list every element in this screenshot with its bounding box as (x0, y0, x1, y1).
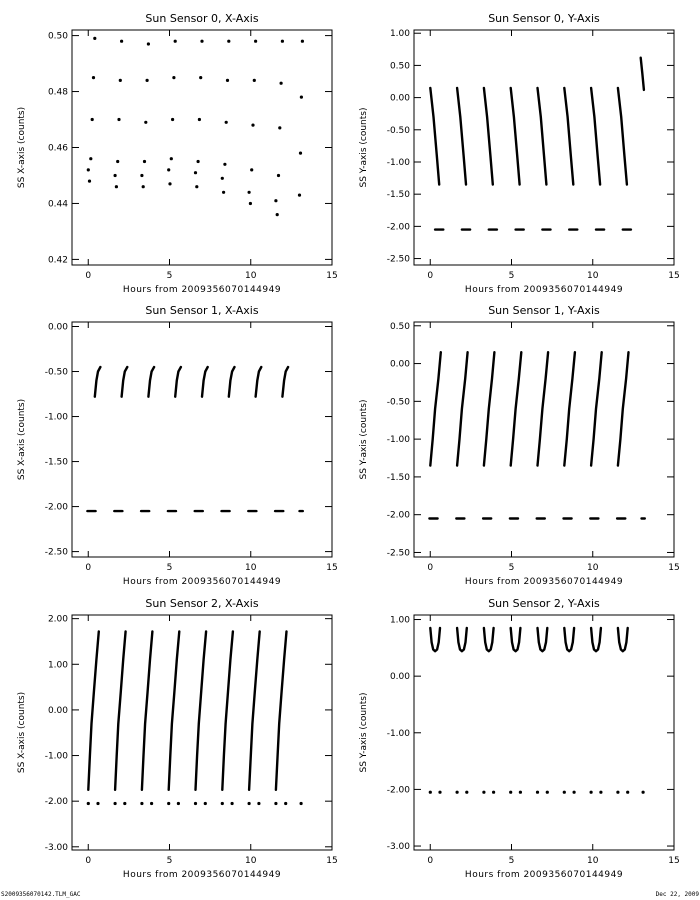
y-axis-label: SS X-axis (counts) (17, 691, 27, 774)
x-axis-label: Hours from 2009356070144949 (122, 285, 282, 295)
y-axis-label: SS Y-axis (counts) (359, 107, 369, 188)
y-tick-label: 1.00 (47, 660, 68, 671)
data-series-cycle-4 (167, 40, 177, 186)
data-point (222, 191, 225, 194)
data-point (299, 152, 302, 155)
y-tick-label: -2.00 (386, 222, 410, 233)
y-axis-label: SS X-axis (counts) (17, 106, 27, 189)
data-point (642, 791, 645, 794)
data-series-sweep-6 (564, 88, 573, 185)
x-axis-label: Hours from 2009356070144949 (464, 285, 624, 295)
x-tick-label: 5 (166, 856, 173, 866)
x-tick-label: 10 (587, 271, 599, 281)
data-series-sweep-4 (169, 631, 180, 789)
y-tick-label: 0.44 (47, 199, 68, 210)
data-series-sweep-1 (430, 88, 439, 185)
y-tick-label: -2.00 (386, 510, 410, 521)
y-tick-label: -2.50 (44, 547, 68, 558)
y-tick-label: -1.00 (44, 412, 68, 423)
data-point (177, 802, 180, 805)
y-tick-label: -3.00 (44, 842, 68, 853)
data-point (114, 174, 117, 177)
data-point (167, 168, 170, 171)
data-point (140, 174, 143, 177)
x-tick-label: 5 (508, 271, 515, 281)
data-series-arc-4 (175, 367, 181, 397)
data-series-cycle-5 (194, 40, 204, 189)
y-tick-label: 0.50 (47, 31, 68, 42)
data-point (221, 802, 224, 805)
data-series-arc-6 (564, 628, 574, 651)
x-axis-label: Hours from 2009356070144949 (122, 577, 282, 587)
data-point (509, 791, 512, 794)
data-point (198, 118, 201, 121)
chart-panel-1 (17, 12, 338, 295)
data-point (438, 791, 441, 794)
y-tick-label: 0.46 (47, 143, 68, 154)
data-series-sweep-9 (641, 58, 644, 90)
data-point (194, 802, 197, 805)
data-point (226, 79, 229, 82)
data-series-sweep-2 (115, 631, 126, 789)
plot-frame (72, 30, 332, 265)
data-point (87, 802, 90, 805)
x-tick-label: 0 (85, 856, 92, 866)
data-point (142, 185, 145, 188)
x-tick-label: 10 (245, 856, 257, 866)
chart-panel-6 (359, 597, 680, 880)
data-series-sweep-3 (484, 352, 495, 465)
data-point (91, 118, 94, 121)
data-point (274, 802, 277, 805)
x-tick-label: 15 (326, 271, 338, 281)
chart-title: Sun Sensor 2, Y-Axis (488, 597, 600, 610)
data-point (298, 194, 301, 197)
data-point (147, 42, 150, 45)
y-tick-label: -0.50 (386, 125, 410, 136)
data-point (93, 37, 96, 40)
y-tick-label: -1.50 (44, 457, 68, 468)
data-point (519, 791, 522, 794)
data-series-arc-8 (282, 367, 288, 397)
data-point (465, 791, 468, 794)
data-point (590, 791, 593, 794)
data-series-cycle-9 (298, 40, 304, 197)
y-tick-label: -1.00 (386, 157, 410, 168)
x-tick-label: 0 (85, 271, 92, 281)
x-tick-label: 10 (587, 563, 599, 573)
x-tick-label: 0 (427, 856, 434, 866)
data-point (223, 163, 226, 166)
data-point (253, 79, 256, 82)
data-series-arc-2 (457, 628, 467, 651)
x-tick-label: 5 (166, 271, 173, 281)
data-series-arc-3 (148, 367, 154, 397)
data-point (140, 802, 143, 805)
data-point (120, 40, 123, 43)
data-point (172, 76, 175, 79)
data-point (143, 160, 146, 163)
data-point (249, 202, 252, 205)
data-point (199, 76, 202, 79)
data-point (170, 157, 173, 160)
data-series-arc-7 (591, 628, 601, 651)
data-series-cycle-3 (140, 42, 150, 188)
data-series-floor (87, 802, 303, 805)
chart-title: Sun Sensor 1, X-Axis (145, 304, 259, 317)
y-tick-label: 0.42 (47, 255, 68, 266)
data-point (195, 185, 198, 188)
data-point (225, 121, 228, 124)
data-series-sweep-7 (249, 631, 260, 789)
data-point (167, 802, 170, 805)
y-tick-label: 0.00 (389, 672, 410, 683)
data-point (92, 76, 95, 79)
y-tick-label: -0.50 (386, 397, 410, 408)
x-tick-label: 15 (668, 563, 680, 573)
y-tick-label: 0.00 (389, 359, 410, 370)
data-series-sweep-2 (457, 88, 466, 185)
data-point (536, 791, 539, 794)
y-tick-label: -1.50 (386, 472, 410, 483)
data-series-sweep-2 (457, 352, 468, 465)
chart-title: Sun Sensor 0, Y-Axis (488, 12, 600, 25)
data-point (626, 791, 629, 794)
chart-panel-2 (359, 12, 680, 295)
y-tick-label: 0.50 (389, 321, 410, 332)
data-point (89, 157, 92, 160)
data-series-arc-1 (430, 628, 440, 651)
y-tick-label: -2.00 (386, 785, 410, 796)
y-tick-label: -2.00 (44, 502, 68, 513)
data-point (456, 791, 459, 794)
data-point (87, 168, 90, 171)
data-point (174, 40, 177, 43)
y-tick-label: -3.00 (386, 842, 410, 853)
x-tick-label: 10 (245, 271, 257, 281)
y-tick-label: -1.00 (44, 751, 68, 762)
data-point (616, 791, 619, 794)
data-series-sweep-6 (564, 352, 575, 465)
data-series-sweep-5 (196, 631, 207, 789)
data-point (115, 185, 118, 188)
y-tick-label: 0.50 (389, 61, 410, 72)
data-point (248, 191, 251, 194)
y-tick-label: 0.00 (47, 705, 68, 716)
data-point (599, 791, 602, 794)
data-series-arc-5 (538, 628, 548, 651)
x-tick-label: 0 (85, 563, 92, 573)
data-point (281, 40, 284, 43)
x-tick-label: 5 (508, 563, 515, 573)
data-point (251, 124, 254, 127)
data-point (274, 199, 277, 202)
chart-title: Sun Sensor 0, X-Axis (145, 12, 259, 25)
data-point (204, 802, 207, 805)
data-point (227, 40, 230, 43)
data-point (284, 802, 287, 805)
data-series-arc-8 (618, 628, 628, 651)
x-tick-label: 10 (245, 563, 257, 573)
data-point (171, 118, 174, 121)
data-series-arc-6 (229, 367, 235, 397)
data-series-sweep-6 (222, 631, 233, 789)
data-series-sweep-1 (430, 352, 441, 465)
plot-frame (72, 322, 332, 557)
data-point (300, 802, 303, 805)
data-point (482, 791, 485, 794)
x-tick-label: 15 (326, 856, 338, 866)
chart-title: Sun Sensor 1, Y-Axis (488, 304, 600, 317)
data-point (231, 802, 234, 805)
data-point (248, 802, 251, 805)
data-series-cycle-6 (221, 40, 231, 194)
data-point (300, 96, 303, 99)
plot-frame (72, 615, 332, 850)
data-point (150, 802, 153, 805)
x-axis-label: Hours from 2009356070144949 (464, 577, 624, 587)
y-tick-label: 0.00 (47, 322, 68, 333)
chart-panel-4 (359, 304, 680, 587)
data-point (250, 168, 253, 171)
data-series-sweep-5 (538, 352, 549, 465)
data-point (168, 182, 171, 185)
chart-panel-5 (17, 597, 338, 880)
data-series-sweep-8 (276, 631, 287, 789)
data-series-arc-2 (122, 367, 128, 397)
data-series-arc-1 (95, 367, 101, 397)
x-tick-label: 15 (668, 271, 680, 281)
data-point (546, 791, 549, 794)
data-point (144, 121, 147, 124)
data-point (573, 791, 576, 794)
data-point (492, 791, 495, 794)
data-series-arc-4 (511, 628, 521, 651)
x-tick-label: 15 (326, 563, 338, 573)
data-series-floor (429, 791, 645, 794)
data-point (117, 118, 120, 121)
data-series-sweep-7 (591, 88, 600, 185)
data-point (88, 180, 91, 183)
data-point (254, 40, 257, 43)
data-series-arc-7 (256, 367, 262, 397)
data-series-cycle-1 (87, 37, 97, 183)
x-tick-label: 5 (508, 856, 515, 866)
data-series-sweep-8 (618, 352, 629, 465)
x-tick-label: 10 (587, 856, 599, 866)
y-tick-label: -0.50 (44, 367, 68, 378)
plot-frame (414, 322, 674, 557)
data-series-cycle-8 (274, 40, 284, 217)
footer-date: Dec 22, 2009 (655, 891, 699, 898)
data-point (563, 791, 566, 794)
data-point (301, 40, 304, 43)
x-tick-label: 0 (427, 271, 434, 281)
y-axis-label: SS Y-axis (counts) (359, 692, 369, 773)
data-point (278, 126, 281, 129)
y-tick-label: -2.00 (44, 797, 68, 808)
data-point (221, 177, 224, 180)
data-series-sweep-3 (484, 88, 493, 185)
x-axis-label: Hours from 2009356070144949 (464, 870, 624, 880)
y-tick-label: -1.00 (386, 728, 410, 739)
y-tick-label: 0.48 (47, 87, 68, 98)
x-tick-label: 5 (166, 563, 173, 573)
y-tick-label: -1.00 (386, 435, 410, 446)
data-series-arc-3 (484, 628, 494, 651)
y-tick-label: 0.00 (389, 93, 410, 104)
data-point (197, 160, 200, 163)
data-series-cycle-7 (248, 40, 258, 205)
data-point (200, 40, 203, 43)
y-axis-label: SS Y-axis (counts) (359, 399, 369, 480)
data-point (146, 79, 149, 82)
data-series-cycle-2 (114, 40, 124, 189)
data-point (194, 171, 197, 174)
data-series-sweep-1 (88, 631, 99, 789)
data-series-sweep-7 (591, 352, 602, 465)
data-point (277, 174, 280, 177)
data-point (280, 82, 283, 85)
x-tick-label: 0 (427, 563, 434, 573)
x-axis-label: Hours from 2009356070144949 (122, 870, 282, 880)
y-tick-label: -2.50 (386, 548, 410, 559)
data-series-sweep-4 (511, 352, 522, 465)
x-tick-label: 15 (668, 856, 680, 866)
data-point (276, 213, 279, 216)
y-tick-label: 2.00 (47, 614, 68, 625)
data-point (429, 791, 432, 794)
chart-panel-3 (17, 304, 338, 587)
data-series-sweep-3 (142, 631, 153, 789)
data-point (123, 802, 126, 805)
data-series-arc-5 (202, 367, 208, 397)
footer-filename: S2009356070142.TLM_GAC (1, 891, 81, 898)
y-axis-label: SS X-axis (counts) (17, 398, 27, 481)
data-point (257, 802, 260, 805)
data-series-sweep-4 (511, 88, 520, 185)
data-point (119, 79, 122, 82)
data-series-sweep-5 (538, 88, 547, 185)
data-series-sweep-8 (618, 88, 627, 185)
data-point (114, 802, 117, 805)
y-tick-label: 1.00 (389, 615, 410, 626)
chart-title: Sun Sensor 2, X-Axis (145, 597, 259, 610)
data-point (116, 160, 119, 163)
y-tick-label: -1.50 (386, 190, 410, 201)
data-point (96, 802, 99, 805)
y-tick-label: 1.00 (389, 29, 410, 40)
y-tick-label: -2.50 (386, 254, 410, 265)
